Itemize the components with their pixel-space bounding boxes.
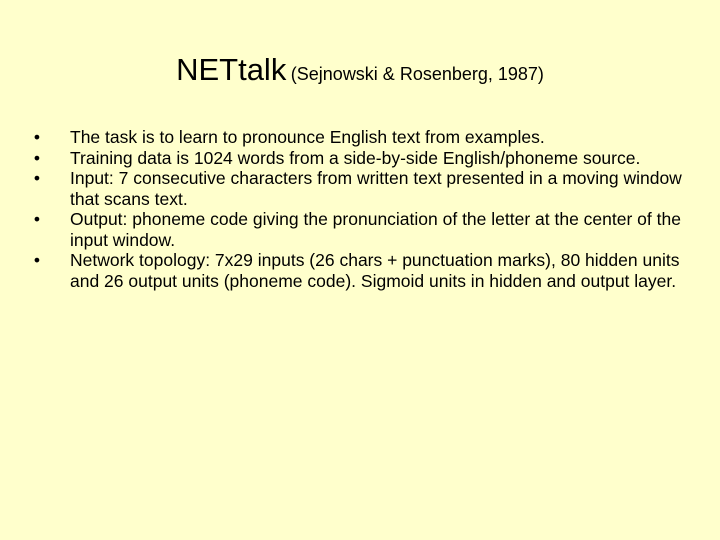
bullet-icon: • [33, 209, 41, 229]
bullet-icon: • [33, 127, 41, 147]
bullet-icon: • [33, 168, 41, 188]
bullet-icon: • [33, 250, 41, 270]
bullet-text: Network topology: 7x29 inputs (26 chars + punctuation marks), 80 hidden units and 26 output units (phoneme code). Sigmoid units in hidden and output layer. [70, 250, 680, 291]
slide-title [0, 50, 720, 96]
bullet-item [30, 250, 690, 291]
bullet-icon: • [33, 147, 41, 168]
bullet-item [30, 148, 690, 169]
bullet-item [30, 168, 690, 209]
bullet-text: Output: phoneme code giving the pronunciation of the letter at the center of the input window. [70, 209, 681, 250]
bullet-text: Training data is 1024 words from a side-by-side English/phoneme source. [70, 147, 641, 168]
title-subtitle: (Sejnowski & Rosenberg, 1987) [290, 64, 544, 84]
bullet-text: Input: 7 consecutive characters from written text presented in a moving window that scans text. [70, 168, 682, 209]
bullet-list [30, 127, 690, 291]
bullet-item [30, 127, 690, 148]
title-main: NETtalk [176, 52, 287, 87]
bullet-text: The task is to learn to pronounce English text from examples. [70, 127, 545, 147]
bullet-item [30, 209, 690, 250]
